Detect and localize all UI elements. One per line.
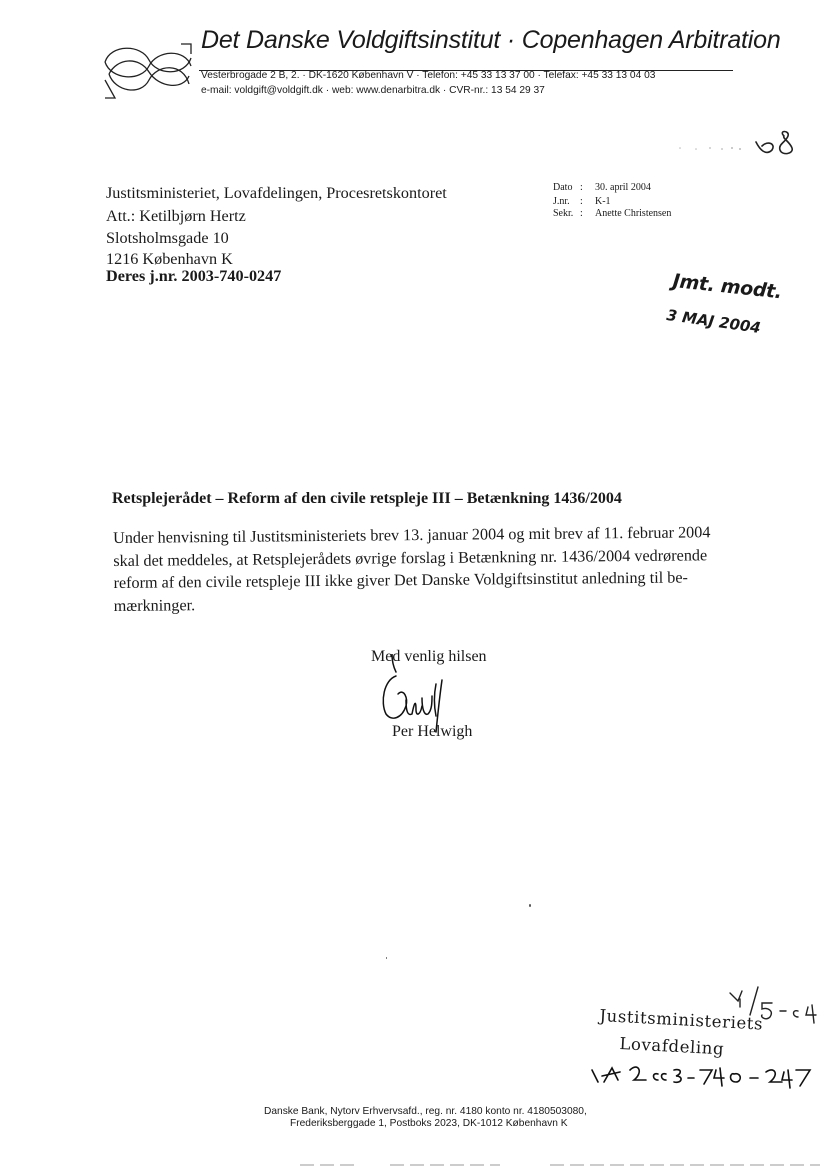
recipient-postal-city: 1216 København K	[106, 250, 233, 268]
received-stamp-date: 3 MAJ 2004	[665, 306, 762, 338]
journal-number-label: J.nr.	[553, 196, 570, 207]
handwritten-page-number	[676, 128, 802, 158]
handwritten-reference-icon	[590, 1060, 812, 1094]
scan-speck	[386, 957, 387, 959]
secretary-label: Sekr.	[553, 208, 574, 219]
contact-address-line: Vesterbrogade 2 B, 2. · DK-1620 København V · Telefon: +45 33 13 37 00 · Telefax: +45 33 13 04 03	[201, 70, 656, 81]
recipient-line-1: Justitsministeriet, Lovafdelingen, Procesretskontoret	[106, 184, 447, 202]
body-line: skal det meddeles, at Retsplejerådets øvrige forslag i Betænkning nr. 1436/2004 vedrørende	[113, 545, 708, 570]
contact-web-line: e-mail: voldgift@voldgift.dk · web: www.denarbitra.dk · CVR-nr.: 13 54 29 37	[201, 85, 545, 96]
body-line: mærkninger.	[113, 595, 196, 615]
organization-name: Det Danske Voldgiftsinstitut · Copenhagen Arbitration	[201, 26, 781, 54]
date-value: 30. april 2004	[595, 182, 651, 193]
closing-salutation: Med venlig hilsen	[371, 648, 487, 665]
secretary-separator: :	[580, 208, 583, 219]
letter-body	[113, 521, 754, 617]
received-stamp-title: Jmt. modt.	[671, 270, 783, 304]
recipient-attention: Att.: Ketilbjørn Hertz	[106, 207, 246, 225]
recipient-reference-number: Deres j.nr. 2003-740-0247	[106, 267, 282, 285]
footer-bank-details: Danske Bank, Nytorv Erhvervsafd., reg. nr. 4180 konto nr. 4180503080,	[264, 1106, 587, 1117]
journal-number-value: K-1	[595, 196, 611, 207]
letter-subject: Retsplejerådet – Reform af den civile retspleje III – Betænkning 1436/2004	[112, 490, 622, 507]
signer-name: Per Helwigh	[392, 723, 473, 740]
interlocking-loops-logo-icon	[103, 40, 193, 102]
body-line: reform af den civile retspleje III ikke giver Det Danske Voldgiftsinstitut anledning til be-	[113, 568, 688, 592]
journal-number-separator: :	[580, 196, 583, 207]
secretary-value: Anette Christensen	[595, 208, 672, 219]
date-label: Dato	[553, 182, 573, 193]
ministry-stamp-name: Justitsministeriets	[599, 1006, 764, 1034]
scan-speck	[529, 904, 531, 907]
body-line: Under henvisning til Justitsministeriets brev 13. januar 2004 og mit brev af 11. februar 2004	[113, 523, 711, 547]
ministry-stamp-department: Lovafdeling	[619, 1034, 725, 1059]
recipient-street: Slotsholmsgade 10	[106, 229, 229, 247]
scan-edge-line	[300, 1164, 820, 1166]
footer-postal-address: Frederiksberggade 1, Postboks 2023, DK-1012 København K	[290, 1118, 568, 1129]
date-separator: :	[580, 182, 583, 193]
